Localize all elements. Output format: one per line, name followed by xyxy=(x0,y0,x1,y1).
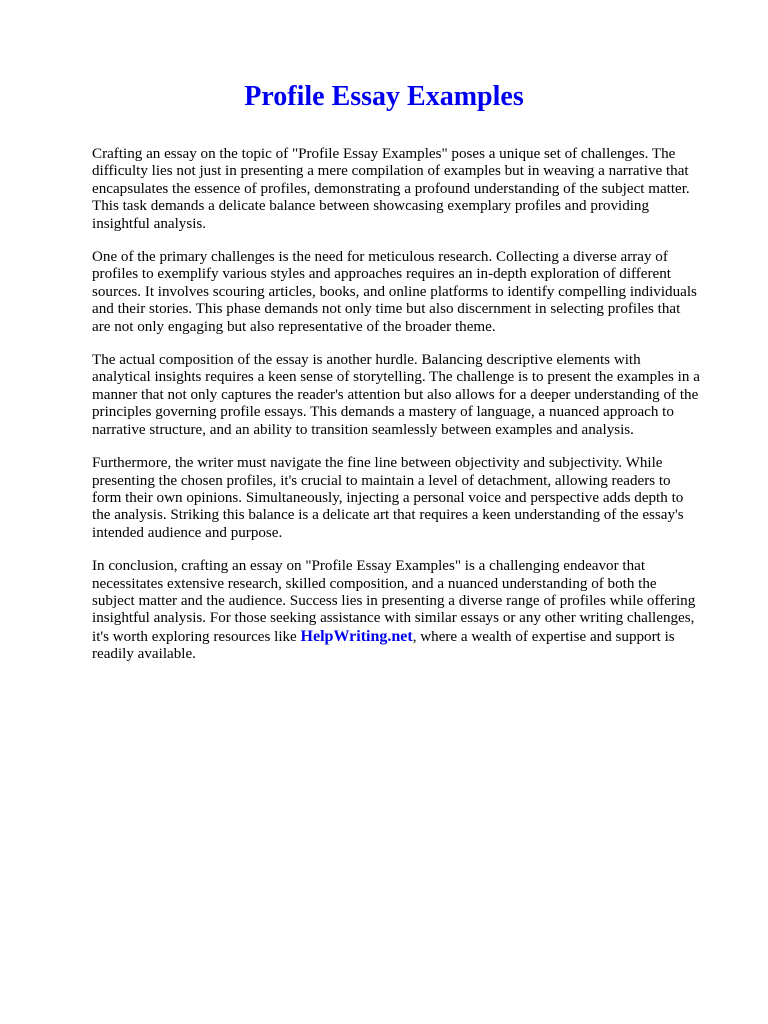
page-title: Profile Essay Examples xyxy=(244,81,524,112)
paragraph-composition: The actual composition of the essay is another hurdle. Balancing descriptive elements with analytical insights requires a keen sense of storytelling. The challenge is to present the examples in a manner that not only captures the reader's attention but also allows for a deeper understanding of the principles governing profile essays. This demands a mastery of language, a nuanced approach to narrative structure, and an ability to transition seamlessly between examples and analysis. xyxy=(92,352,700,438)
paragraph-objectivity: Furthermore, the writer must navigate the fine line between objectivity and subjectivity. While presenting the chosen profiles, it's crucial to maintain a level of detachment, allowing readers to form their own opinions. Simultaneously, injecting a personal voice and perspective adds depth to the analysis. Striking this balance is a delicate art that requires a keen understanding of the essay's intended audience and purpose. xyxy=(92,455,684,541)
conclusion-text-before-link: In conclusion, crafting an essay on "Profile Essay Examples" is a challenging endeavor that necessitates extensive research, skilled composition, and a nuanced understanding of both the subject matter and the audience. Success lies in presenting a diverse range of profiles while offering insightful analysis. For those seeking assistance with similar essays or any other writing challenges, it's worth exploring resources like xyxy=(92,558,696,645)
essay-body xyxy=(92,146,702,680)
paragraph-conclusion xyxy=(92,558,702,663)
paragraph-research: One of the primary challenges is the need for meticulous research. Collecting a diverse array of profiles to exemplify various styles and approaches requires an in-depth exploration of different sources. It involves scouring articles, books, and online platforms to identify compelling individuals and their stories. This phase demands not only time but also discernment in selecting profiles that are not only engaging but also representative of the broader theme. xyxy=(92,249,697,335)
helpwriting-link[interactable]: HelpWriting.net xyxy=(300,627,413,645)
conclusion-text-after-link: , where a wealth of expertise and support is readily available. xyxy=(92,628,675,663)
paragraph-intro: Crafting an essay on the topic of "Profile Essay Examples" poses a unique set of challenges. The difficulty lies not just in presenting a mere compilation of examples but in weaving a narrative that encapsulates the essence of profiles, demonstrating a profound understanding of the subject matter. This task demands a delicate balance between showcasing exemplary profiles and providing insightful analysis. xyxy=(92,146,690,232)
